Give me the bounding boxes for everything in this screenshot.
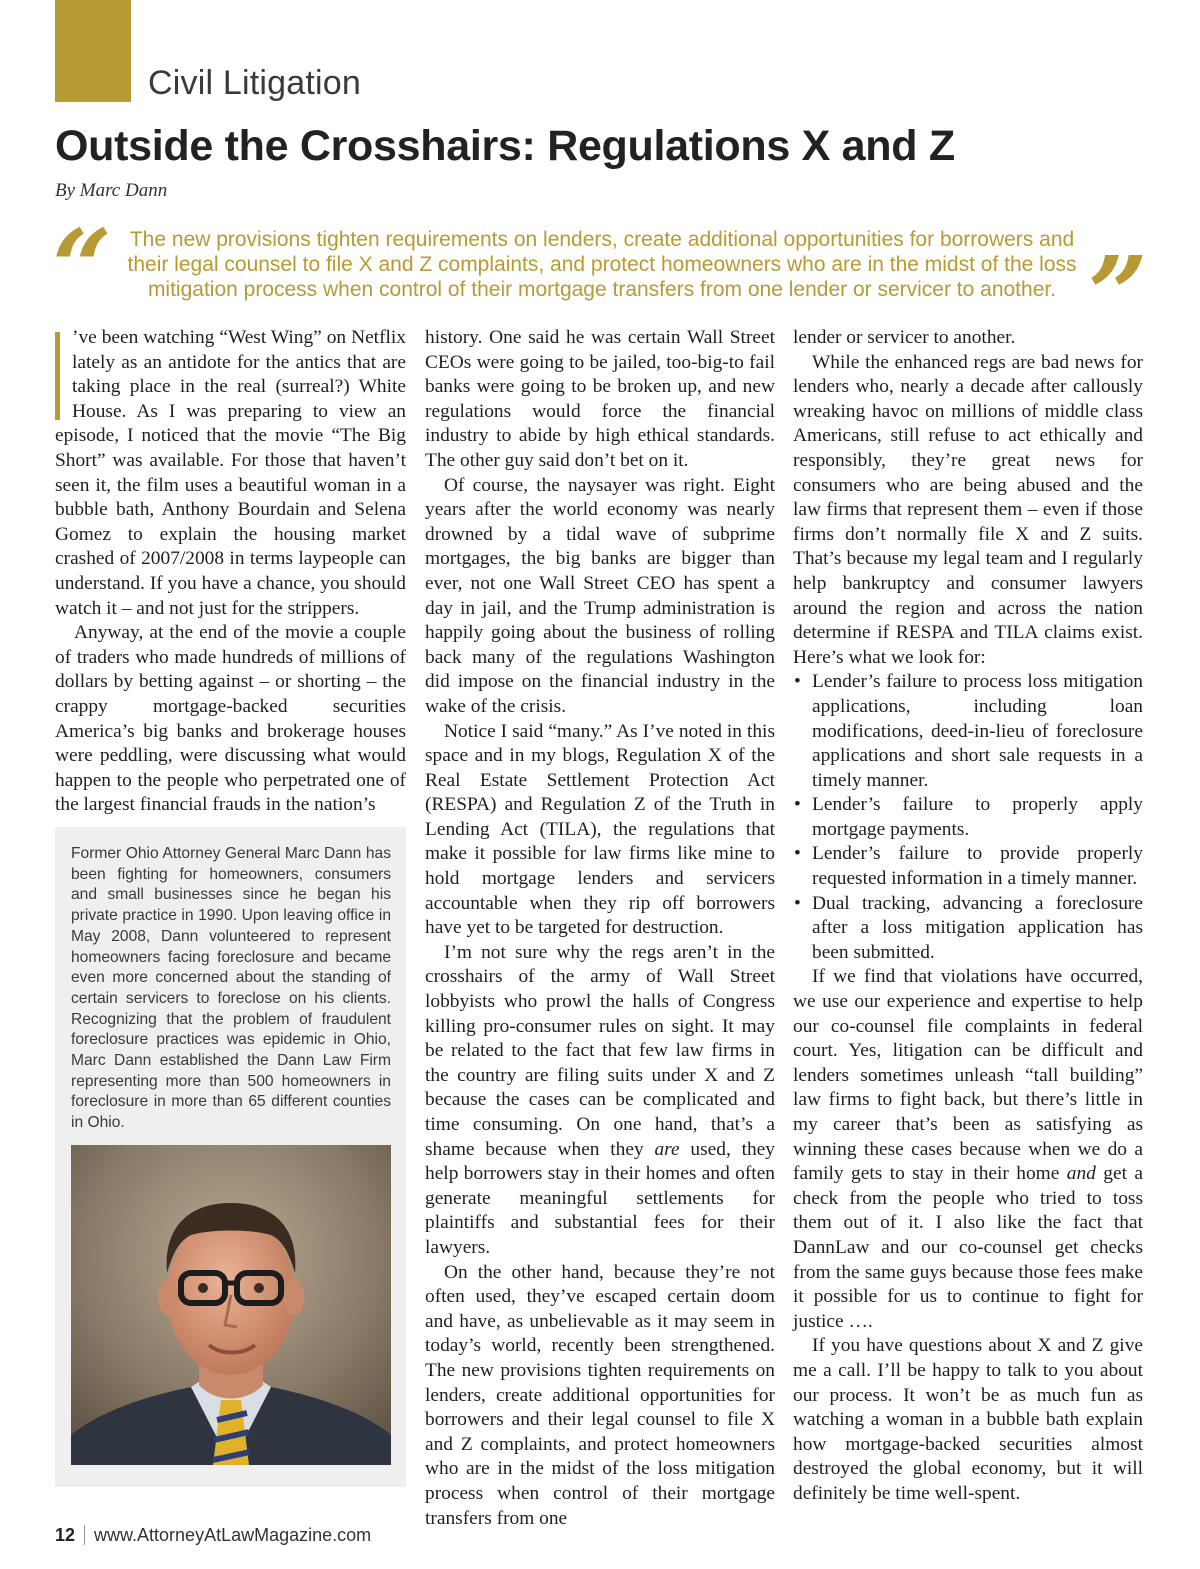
paragraph: While the enhanced regs are bad news for lenders who, nearly a decade after callously wreaking havoc on millions of middle class Americans, still refuse to act ethically and responsibly, they’re great news for consumers who are being abused and the law firms that represent them – even if those firms don’t normally file X and Z suits. That’s because my legal team and I regularly help bankruptcy and consumer lawyers around the region and across the nation determine if RESPA and TILA claims exist. Here’s what we look for: xyxy=(793,351,1143,668)
paragraph: Anyway, at the end of the movie a couple of traders who made hundreds of millions of dollars by betting against – or shorting – the crappy mortgage-backed securities America’s big banks and brokerage houses were peddling, were discussing what would happen to the people who perpetrated one of the largest financial frauds in the nation’s xyxy=(55,622,406,816)
paragraph: Notice I said “many.” As I’ve noted in this space and in my blogs, Regulation X of the Real Estate Settlement Protection Act (RESPA) and Regulation Z of the Truth in Lending Act (TILA), the regulations that make it possible for law firms like mine to hold mortgage lenders and servicers accountable when they rip off borrowers have yet to be targeted for destruction. xyxy=(425,720,775,939)
list-item: • Lender’s failure to provide properly requested information in a timely manner. xyxy=(793,842,1143,891)
paragraph: lender or servicer to another. xyxy=(793,327,1016,348)
article-title: Outside the Crosshairs: Regulations X and Z xyxy=(55,122,955,170)
author-photo xyxy=(71,1145,391,1465)
footer-divider xyxy=(84,1525,85,1545)
drop-cap-i xyxy=(55,332,60,420)
section-label: Civil Litigation xyxy=(148,64,361,102)
pull-quote: The new provisions tighten requirements on lenders, create additional opportunities for borrowers and their legal counsel to file X and Z complaints, and protect homeowners who are in the midst of the loss mitigation process when control of their mortgage transfers from one lender or servicer to another. xyxy=(127,228,1077,301)
footer-url: www.AttorneyAtLawMagazine.com xyxy=(94,1525,372,1545)
list-item: • Lender’s failure to properly apply mortgage payments. xyxy=(793,793,1143,842)
list-item: • Dual tracking, advancing a foreclosure after a loss mitigation application has been submitted. xyxy=(793,892,1143,966)
paragraph: history. One said he was certain Wall Street CEOs were going to be jailed, too-big-to fail banks were going to be broken up, and new regulations would force the financial industry to abide by high ethical standards. The other guy said don’t bet on it. xyxy=(425,327,775,471)
column-2 xyxy=(425,326,775,1531)
close-quote-icon: ” xyxy=(1088,233,1148,356)
list-item: • Lender’s failure to process loss mitigation applications, including loan modifications, deed-in-lieu of foreclosure applications and short sale requests in a timely manner. xyxy=(793,670,1143,793)
column-3 xyxy=(793,326,1143,1507)
page-footer xyxy=(55,1525,371,1546)
paragraph: On the other hand, because they’re not often used, they’ve escaped certain doom and have, as unbelievable as it may seem in today’s world, recently been strengthened. The new provisions tighten requirements on lenders, create additional opportunities for borrowers and their legal counsel to file X and Z complaints, and protect homeowners who are in the midst of the loss mitigation process when control of their mortgage transfers from one xyxy=(425,1261,775,1529)
section-color-block xyxy=(55,0,131,102)
paragraph-opening: ’ve been watching “West Wing” on Netflix lately as an antidote for the antics that are taking place in the real (surreal?) White House. As I was preparing to view an episode, I noticed that the movie “The Big Short” was available. For those that haven’t seen it, the film uses a beautiful woman in a bubble bath, Anthony Bourdain and Selena Gomez to explain the housing market crashed of 2007/2008 in terms laypeople can understand. If you have a chance, you should watch it – and not just for the strippers. xyxy=(55,327,406,619)
author-bio-box xyxy=(55,827,406,1487)
author-bio-text: Former Ohio Attorney General Marc Dann has been fighting for homeowners, consumers and small businesses since he began his private practice in 1990. Upon leaving office in May 2008, Dann volunteered to represent homeowners facing foreclosure and became even more concerned about the standing of certain servicers to foreclose on his clients. Recognizing that the problem of fraudulent foreclosure practices was epidemic in Ohio, Marc Dann established the Dann Law Firm representing more than 500 homeowners in foreclosure in more than 65 different counties in Ohio. xyxy=(71,845,391,1132)
paragraph: Of course, the naysayer was right. Eight years after the world economy was nearly drowned by a tidal wave of subprime mortgages, the big banks are bigger than ever, not one Wall Street CEO has spent a day in jail, and the Trump administration is happily going about the business of rolling back many of the regulations Washington did impose on the financial industry in the wake of the crisis. xyxy=(425,474,775,717)
open-quote-icon: “ xyxy=(52,206,112,329)
byline: By Marc Dann xyxy=(55,180,168,201)
paragraph: I’m not sure why the regs aren’t in the crosshairs of the army of Wall Street lobbyists who prowl the halls of Congress killing pro-consumer rules on sight. It may be related to the fact that few law firms in the country are filing suits under X and Z because the cases can be complicated and time consuming. On one hand, that’s a shame because when they are used, they help borrowers stay in their homes and often generate meaningful settlements for plaintiffs and substantial fees for their lawyers. xyxy=(425,941,775,1258)
checklist xyxy=(793,670,1143,965)
page-number: 12 xyxy=(55,1525,76,1545)
paragraph: If you have questions about X and Z give me a call. I’ll be happy to talk to you about our process. It won’t be as much fun as watching a woman in a bubble bath explain how mortgage-backed securities almost destroyed the global economy, but it will definitely be time well-spent. xyxy=(793,1335,1143,1504)
paragraph: If we find that violations have occurred, we use our experience and expertise to help our co-counsel file complaints in federal court. Yes, litigation can be difficult and lenders sometimes unleash “tall building” law firms to fight back, but there’s little in my career that’s been as satisfying as winning these cases because when we do a family gets to stay in their home and get a check from the people who tried to toss them out of it. I also like the fact that DannLaw and our co-counsel get checks from the same guys because those fees make it possible for us to continue to fight for justice …. xyxy=(793,966,1143,1332)
column-1 xyxy=(55,326,406,818)
